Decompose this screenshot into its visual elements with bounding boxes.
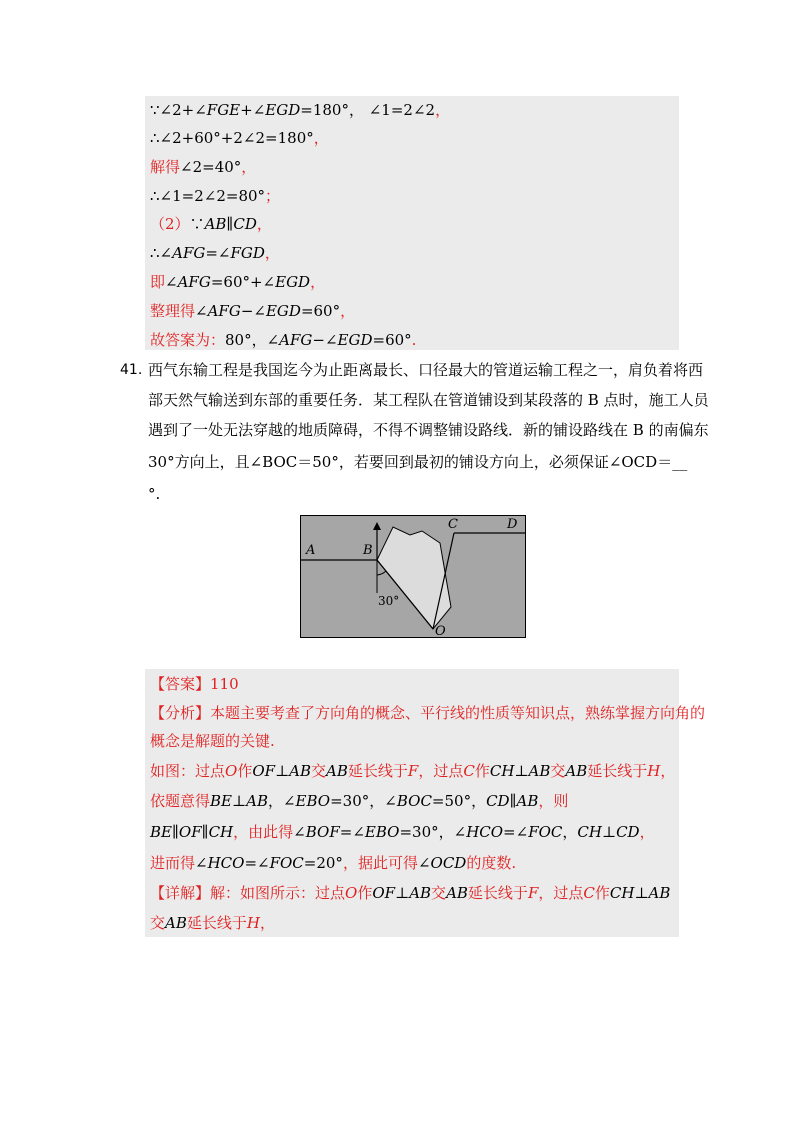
text-segment: ⊥ [601,823,617,841]
text-segment: C [583,884,595,902]
text-segment: 【详解】 [150,884,211,902]
text-line [150,100,450,120]
text-segment: EBO [295,792,331,810]
text-segment: AB [409,884,432,902]
text-segment: ， [256,215,272,233]
text-segment: AB [289,762,312,780]
text-segment: =180°， [300,101,364,119]
text-segment: AB [648,884,671,902]
text-line [150,731,275,751]
text-segment: ，过点 [538,884,584,902]
text-segment: 解：如图所示：过点 [210,884,346,902]
answer-analysis-block [145,669,706,937]
text-segment: CD [233,215,257,233]
text-segment: =∠ [244,854,270,872]
text-line [150,243,280,263]
text-segment: AB [528,762,551,780]
text-segment: F [407,762,419,780]
text-segment: ∴∠ [150,244,173,262]
text-segment: 延长线于 [587,762,648,780]
text-segment: ， [264,244,280,262]
question-line: °. [148,485,161,503]
text-segment: ， [259,914,275,932]
label-b: B [363,543,373,558]
text-segment: ∠ [417,854,431,872]
text-segment: BE [210,792,232,810]
text-line [150,157,256,177]
text-segment: AB [565,762,588,780]
text-segment: 作 [357,884,373,902]
text-segment: AFG [207,302,241,320]
text-segment: ⊥ [514,762,529,780]
text-segment: ∠ [195,302,208,320]
text-segment: ⊥ [395,884,410,902]
text-segment: ∵∠2+∠ [150,101,207,119]
text-segment: +∠ [240,101,266,119]
text-segment: FOC [269,854,304,872]
text-segment: ∠ [195,854,208,872]
text-line [150,186,280,206]
text-segment: ， [313,129,329,147]
text-segment: 交 [431,884,447,902]
label-d: D [507,517,518,532]
text-segment: C [463,762,475,780]
text-segment: =∠ [503,823,529,841]
text-segment: −∠ [312,331,338,349]
text-line [150,301,355,321]
previous-solution-block [145,96,679,350]
text-segment: ，据此可得 [342,854,418,872]
text-segment: OCD [430,854,467,872]
text-segment: ， [435,101,451,119]
text-segment: 【答案】 [150,675,211,693]
text-line [150,883,670,903]
text-segment: F [527,884,539,902]
text-segment: ∥ [171,823,179,841]
text-segment: 进而得 [150,854,196,872]
text-segment: 作 [474,762,490,780]
text-segment: =∠ [205,244,231,262]
label-a: A [306,543,316,558]
text-segment: =∠ [339,823,365,841]
text-segment: ， [340,302,356,320]
text-line [150,822,655,842]
text-segment: ，则 [538,792,569,810]
text-segment: 80°，∠ [225,331,280,349]
text-segment: EGD [265,101,301,119]
text-segment: =50°， [431,792,487,810]
text-line [150,272,325,292]
text-segment: ； [265,187,281,205]
question-line: 部天然气输送到东部的重要任务．某工程队在管道铺设到某段落的 B 点时，施工人员 [148,391,709,409]
question-number: 41. [120,362,143,378]
text-segment: =60°+∠ [210,273,276,291]
text-segment: 即 [150,273,166,291]
text-segment: 作 [594,884,610,902]
text-segment: ， [660,762,676,780]
question-line: 遇到了一处无法穿越的地质障碍，不得不调整铺设路线．新的铺设路线在 B 的南偏东 [148,421,709,439]
text-segment: 解得 [150,158,181,176]
text-segment: ∠2=40° [180,158,242,176]
pipeline-figure [300,515,526,638]
text-segment: ∴∠2+60°+2∠2=180° [150,129,314,147]
text-segment: CH [489,762,515,780]
text-segment: −∠ [240,302,266,320]
text-line [150,214,272,234]
text-segment: =60° [300,302,341,320]
text-segment: CH [609,884,635,902]
text-segment: 交 [150,914,166,932]
text-segment: 的度数. [466,854,517,872]
text-segment: CD [616,823,640,841]
text-segment: 整理得 [150,302,196,320]
text-segment: H [647,762,661,780]
text-segment: 概念是解题的关键. [150,732,275,750]
text-segment: EBO [364,823,400,841]
text-segment: OF [178,823,202,841]
text-segment: 作 [237,762,253,780]
text-segment: AFG [279,331,313,349]
text-segment: AFG [172,244,206,262]
text-segment: HCO [207,854,245,872]
text-segment: 延长线于 [467,884,528,902]
text-segment: =30°，∠ [330,792,397,810]
text-segment: AB [165,914,187,932]
text-segment: 110 [210,675,239,693]
text-segment: =30°，∠ [399,823,467,841]
text-segment: =20° [303,854,343,872]
text-segment: ∴∠1=2∠2=80° [150,187,266,205]
text-segment: ∠ [293,823,306,841]
text-line [150,330,416,350]
text-segment: ⊥ [634,884,649,902]
text-segment: 延长线于 [186,914,247,932]
text-segment: ，∠ [267,792,296,810]
text-segment: ，由此得 [233,823,294,841]
label-o: O [435,624,446,638]
text-segment: . [411,331,417,349]
text-segment: 故答案为： [150,331,226,349]
text-segment: ，过点 [418,762,464,780]
text-segment: 交 [550,762,566,780]
text-segment: 如图：过点 [150,762,226,780]
text-segment: ∥ [201,823,209,841]
text-segment: ， [562,823,578,841]
text-segment: HCO [466,823,504,841]
question-line: 西气东输工程是我国迄今为止距离最长、口径最大的管道运输工程之一，肩负着将西 [148,361,704,379]
text-segment: BOF [305,823,340,841]
text-segment: 交 [311,762,327,780]
text-segment: AB [326,762,348,780]
text-segment: FGD [230,244,265,262]
question-line: 30°方向上，且∠BOC＝50°，若要回到最初的铺设方向上，必须保证∠OCD＝__ [148,453,688,471]
text-line [150,761,675,781]
text-segment: ， [639,823,655,841]
text-segment: EGD [337,331,373,349]
text-segment: ⊥ [275,762,290,780]
text-segment: =60° [372,331,412,349]
text-line [150,913,275,933]
text-segment: ， [241,158,257,176]
text-line [150,791,568,811]
text-segment: ∠1=2∠2 [363,101,436,119]
text-segment: ， [310,273,326,291]
text-line [150,674,239,694]
text-segment: EGD [265,302,301,320]
text-segment: OF [372,884,396,902]
text-segment: 依题意得 [150,792,211,810]
text-segment: H [246,914,260,932]
text-segment: ∵ [189,215,205,233]
text-segment: FOC [528,823,563,841]
text-segment: O [225,762,238,780]
text-segment: AB [446,884,468,902]
text-segment: FGE [206,101,241,119]
text-segment: EGD [275,273,311,291]
text-segment: O [345,884,358,902]
text-segment: 【分析】本题主要考查了方向角的概念、平行线的性质等知识点，熟练掌握方向角的 [150,704,706,722]
text-segment: ⊥ [232,792,247,810]
text-segment: （2） [150,215,190,233]
text-segment: BOC [396,792,432,810]
text-segment: OF [252,762,276,780]
text-segment: 延长线于 [347,762,408,780]
text-line [150,703,705,723]
text-segment: BE [150,823,172,841]
text-segment: ∠ [165,273,178,291]
text-segment: CH [577,823,602,841]
text-segment: AFG [177,273,211,291]
text-segment: AB [516,792,539,810]
text-segment: CD [486,792,510,810]
text-segment: AB [204,215,227,233]
label-c: C [448,517,458,532]
label-angle-30: 30° [378,594,400,608]
text-line [150,128,329,148]
text-segment: AB [246,792,268,810]
text-segment: ∥ [226,215,234,233]
text-line [150,853,516,873]
text-segment: CH [208,823,234,841]
text-segment: ∥ [509,792,517,810]
